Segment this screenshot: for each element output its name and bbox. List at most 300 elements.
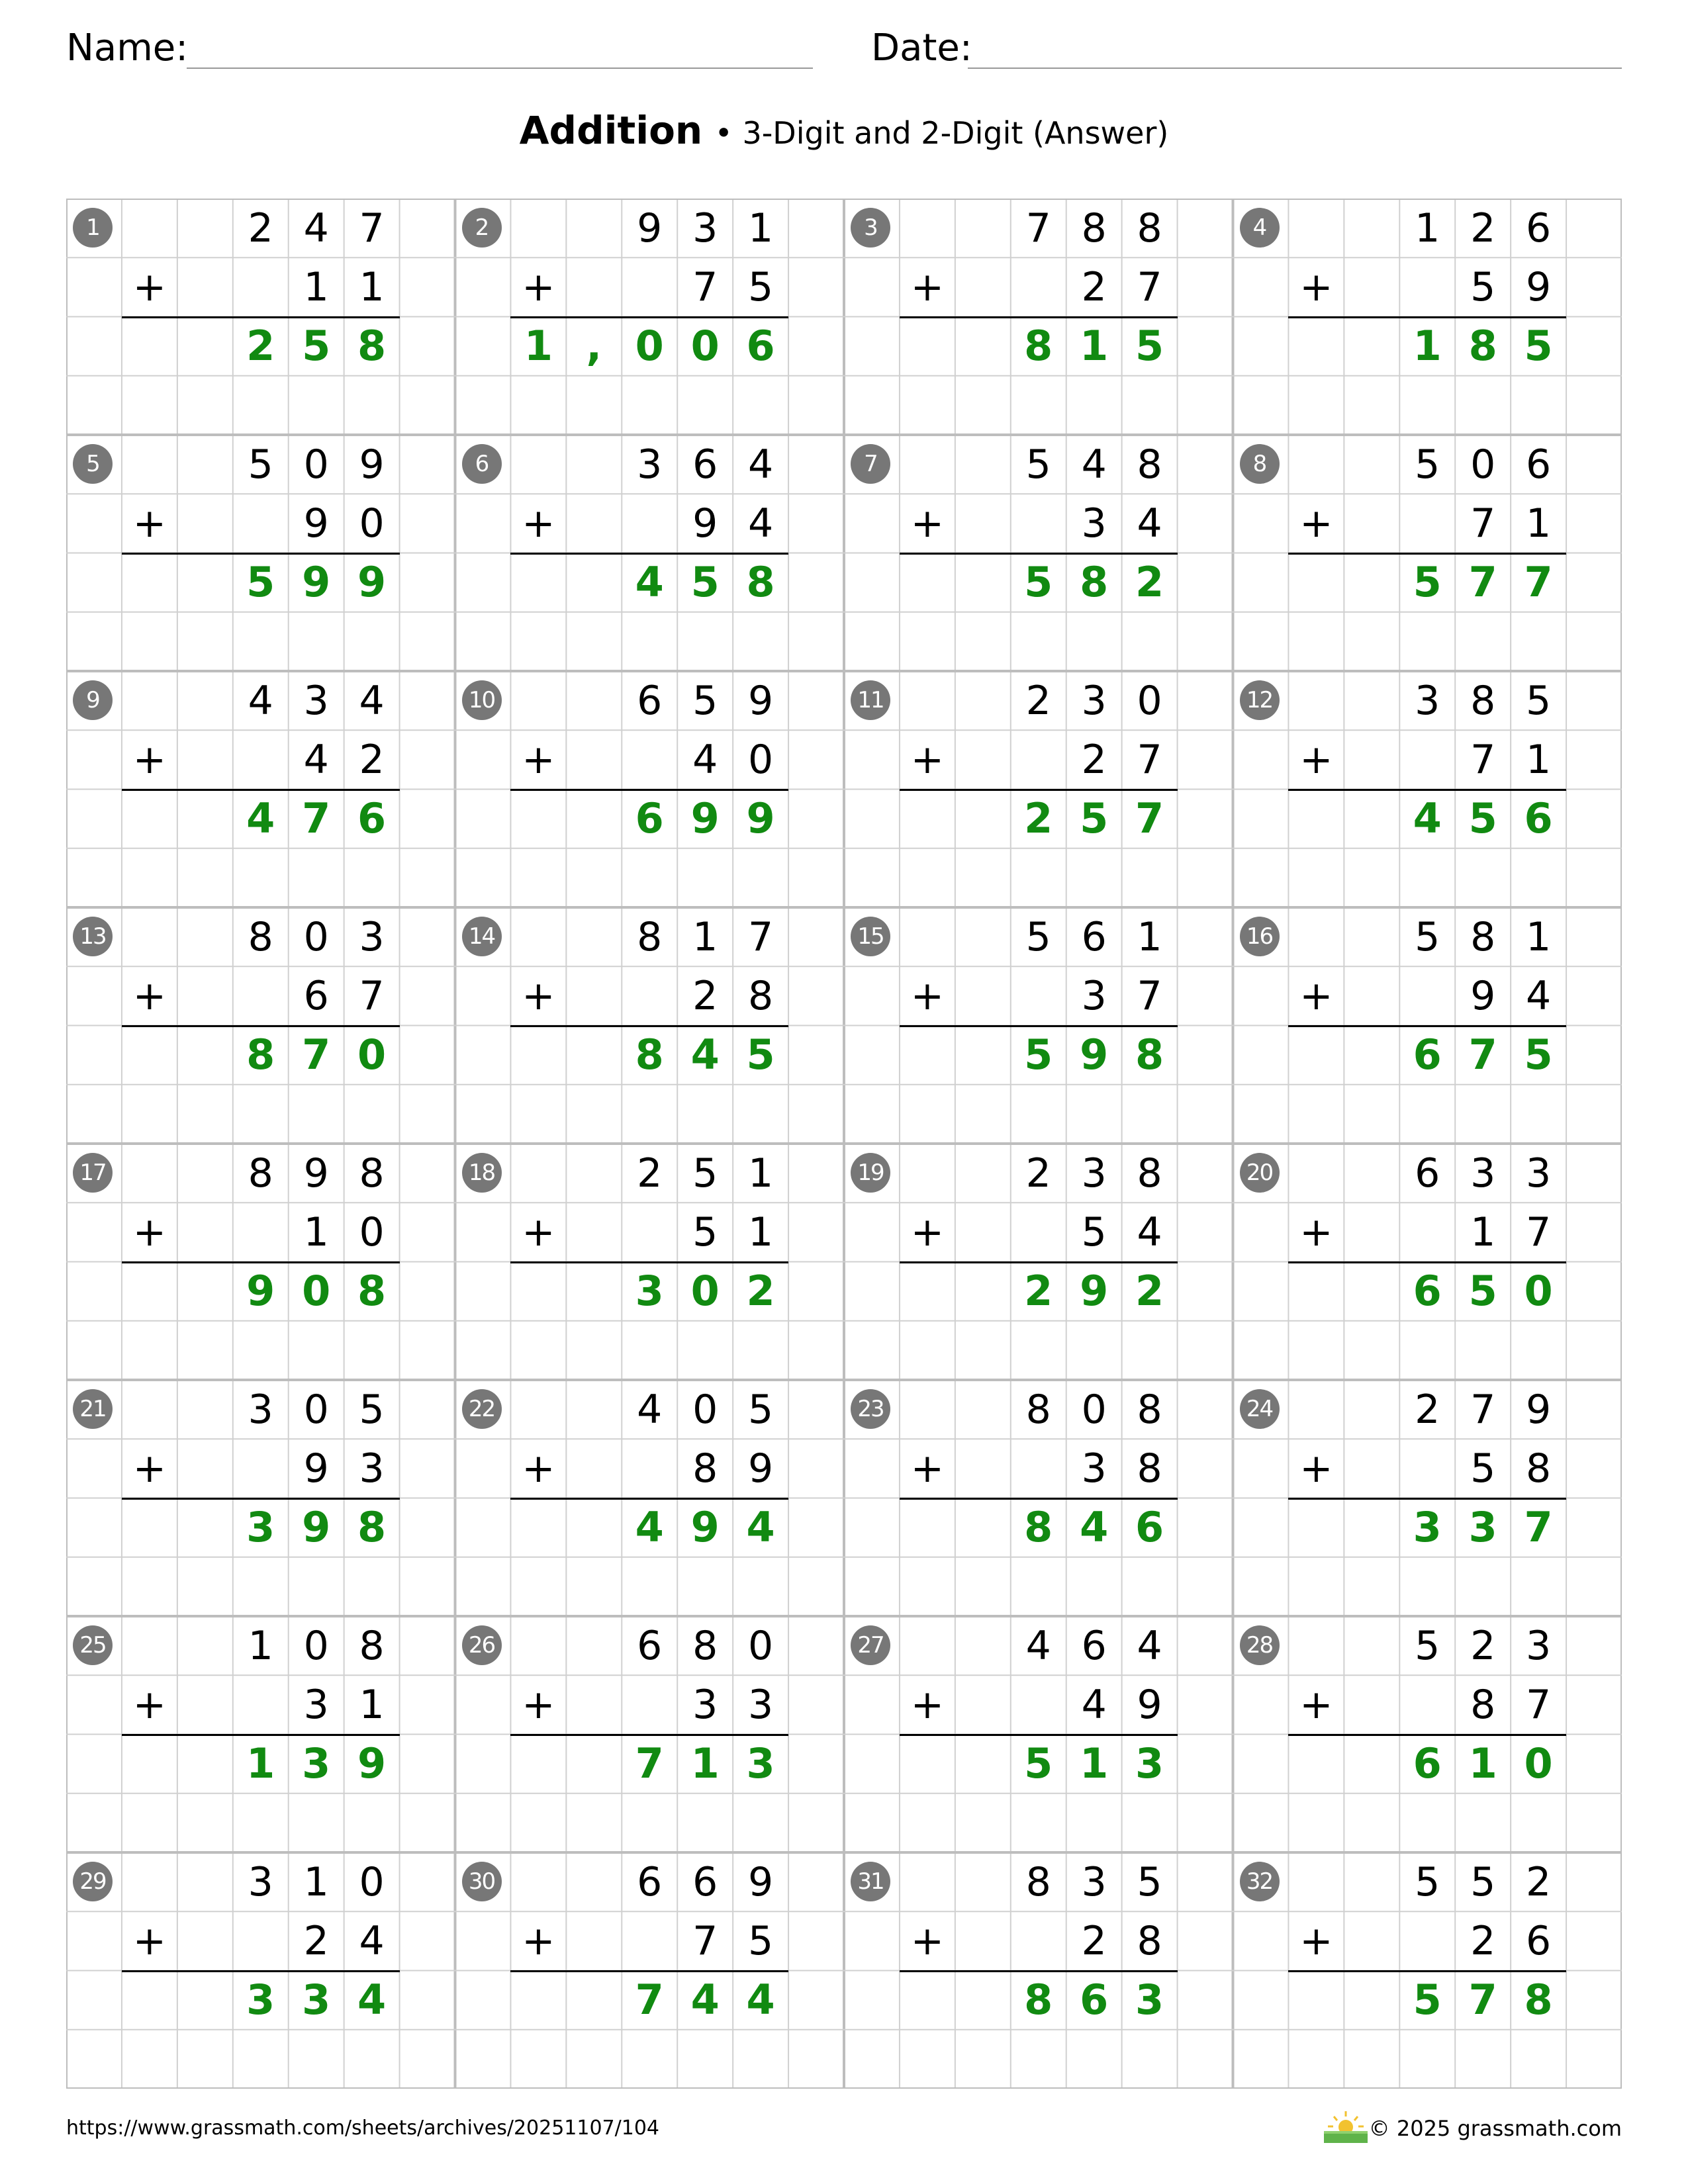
- answer-digit: 6: [635, 794, 664, 843]
- footer-copyright: © 2025 grassmath.com: [1368, 2116, 1622, 2141]
- answer-digit: 8: [1080, 558, 1109, 607]
- top-digit: 5: [359, 1386, 385, 1433]
- answer-digit: 8: [1524, 1976, 1553, 2025]
- name-label: Name:: [66, 26, 189, 69]
- addend-digit: 4: [359, 1917, 385, 1964]
- addend-digit: 4: [1137, 500, 1162, 547]
- problem-number-badge: 2: [462, 208, 502, 248]
- answer-digit: 0: [635, 322, 664, 371]
- answer-digit: 0: [302, 1267, 331, 1316]
- top-digit: 3: [1081, 677, 1107, 724]
- top-digit: 3: [692, 205, 718, 251]
- answer-digit: 8: [635, 1030, 664, 1079]
- plus-sign: +: [522, 1681, 555, 1728]
- addend-digit: 4: [1137, 1208, 1162, 1255]
- title-subtitle: 3-Digit and 2-Digit (Answer): [742, 115, 1169, 151]
- top-digit: 8: [1137, 1150, 1162, 1197]
- answer-digit: 3: [1135, 1976, 1164, 2025]
- plus-sign: +: [910, 500, 945, 547]
- plus-sign: +: [910, 263, 945, 310]
- addend-digit: 6: [303, 972, 329, 1019]
- plus-sign: +: [910, 972, 945, 1019]
- problem-number-badge: 25: [73, 1625, 113, 1665]
- top-digit: 8: [1137, 1386, 1162, 1433]
- plus-sign: +: [132, 972, 167, 1019]
- addend-digit: 1: [1526, 500, 1552, 547]
- top-digit: 5: [1415, 1622, 1440, 1669]
- problem-number-badge: 6: [462, 444, 502, 484]
- top-digit: 6: [1081, 913, 1107, 960]
- addend-digit: 5: [748, 1917, 774, 1964]
- answer-digit: 3: [635, 1267, 664, 1316]
- top-digit: 5: [1526, 677, 1552, 724]
- answer-digit: 0: [1524, 1739, 1553, 1788]
- top-digit: 2: [1470, 1622, 1496, 1669]
- answer-digit: ,: [586, 322, 602, 371]
- problem-number-badge: 20: [1240, 1153, 1280, 1193]
- top-digit: 5: [748, 1386, 774, 1433]
- problem-number-badge: 24: [1240, 1389, 1280, 1429]
- sum-rule-line: [900, 1498, 1178, 1500]
- top-digit: 6: [637, 1622, 663, 1669]
- worksheet-title: [0, 107, 1688, 156]
- answer-digit: 1: [1468, 1739, 1497, 1788]
- answer-digit: 8: [1024, 1976, 1053, 2025]
- top-digit: 8: [248, 913, 273, 960]
- answer-digit: 4: [1080, 1503, 1109, 1552]
- answer-digit: 3: [246, 1976, 275, 2025]
- plus-sign: +: [910, 1681, 945, 1728]
- problem-number-badge: 19: [851, 1153, 890, 1193]
- answer-digit: 4: [246, 794, 275, 843]
- top-digit: 5: [1137, 1858, 1162, 1905]
- problem-number-badge: 10: [462, 680, 502, 720]
- answer-digit: 7: [1524, 1503, 1553, 1552]
- problem-number-badge: 18: [462, 1153, 502, 1193]
- top-digit: 6: [1081, 1622, 1107, 1669]
- addend-digit: 9: [1526, 263, 1552, 310]
- addend-digit: 2: [359, 736, 385, 783]
- plus-sign: +: [132, 500, 167, 547]
- top-digit: 9: [748, 1858, 774, 1905]
- answer-digit: 6: [1135, 1503, 1164, 1552]
- problem-number-badge: 30: [462, 1862, 502, 1901]
- addend-digit: 7: [359, 972, 385, 1019]
- top-digit: 3: [1526, 1150, 1552, 1197]
- addend-digit: 3: [1081, 1445, 1107, 1492]
- answer-digit: 8: [357, 1267, 387, 1316]
- sum-rule-line: [510, 553, 788, 555]
- top-digit: 8: [1081, 205, 1107, 251]
- footer-url: https://www.grassmath.com/sheets/archives/20251107/104: [66, 2116, 660, 2140]
- top-digit: 8: [359, 1150, 385, 1197]
- top-digit: 0: [748, 1622, 774, 1669]
- plus-sign: +: [522, 500, 555, 547]
- addend-digit: 9: [303, 500, 329, 547]
- date-field[interactable]: [871, 25, 972, 71]
- answer-digit: 9: [1080, 1267, 1109, 1316]
- sum-rule-line: [122, 1970, 400, 1972]
- addend-digit: 8: [692, 1445, 718, 1492]
- addend-digit: 3: [692, 1681, 718, 1728]
- answer-digit: 3: [1413, 1503, 1442, 1552]
- sum-rule-line: [122, 1734, 400, 1736]
- addend-digit: 7: [1526, 1208, 1552, 1255]
- sum-rule-line: [510, 789, 788, 791]
- top-digit: 0: [303, 913, 329, 960]
- answer-digit: 5: [302, 322, 331, 371]
- problem-number-badge: 1: [73, 208, 113, 248]
- answer-digit: 8: [357, 322, 387, 371]
- sum-rule-line: [122, 316, 400, 318]
- top-digit: 8: [637, 913, 663, 960]
- answer-digit: 5: [246, 558, 275, 607]
- answer-digit: 9: [302, 1503, 331, 1552]
- plus-sign: +: [1299, 263, 1333, 310]
- sum-rule-line: [510, 1025, 788, 1027]
- top-digit: 2: [1470, 205, 1496, 251]
- plus-sign: +: [910, 736, 945, 783]
- addend-digit: 1: [359, 1681, 385, 1728]
- addend-digit: 2: [303, 1917, 329, 1964]
- top-digit: 3: [248, 1386, 273, 1433]
- top-digit: 0: [303, 1622, 329, 1669]
- answer-digit: 5: [1024, 1739, 1053, 1788]
- answer-digit: 9: [690, 794, 720, 843]
- addend-digit: 3: [748, 1681, 774, 1728]
- answer-digit: 1: [524, 322, 553, 371]
- addend-digit: 1: [303, 1208, 329, 1255]
- answer-digit: 2: [246, 322, 275, 371]
- problem-number-badge: 5: [73, 444, 113, 484]
- date-label: Date:: [871, 26, 972, 69]
- title-main: Addition: [519, 108, 703, 153]
- top-digit: 0: [1137, 677, 1162, 724]
- top-digit: 8: [692, 1622, 718, 1669]
- answer-digit: 9: [1080, 1030, 1109, 1079]
- addend-digit: 5: [1470, 263, 1496, 310]
- addend-digit: 4: [303, 736, 329, 783]
- plus-sign: +: [1299, 1681, 1333, 1728]
- top-digit: 0: [303, 1386, 329, 1433]
- top-digit: 6: [692, 1858, 718, 1905]
- addend-digit: 3: [1081, 500, 1107, 547]
- top-digit: 8: [1137, 205, 1162, 251]
- top-digit: 1: [248, 1622, 273, 1669]
- date-line[interactable]: [968, 68, 1622, 69]
- top-digit: 1: [1415, 205, 1440, 251]
- addend-digit: 8: [1470, 1681, 1496, 1728]
- addend-digit: 5: [1081, 1208, 1107, 1255]
- top-digit: 1: [692, 913, 718, 960]
- answer-digit: 2: [1135, 1267, 1164, 1316]
- top-digit: 4: [248, 677, 273, 724]
- sum-rule-line: [900, 1025, 1178, 1027]
- problem-number-badge: 11: [851, 680, 890, 720]
- addend-digit: 9: [303, 1445, 329, 1492]
- answer-digit: 8: [357, 1503, 387, 1552]
- top-digit: 6: [692, 441, 718, 488]
- answer-digit: 6: [1413, 1030, 1442, 1079]
- sum-rule-line: [510, 1734, 788, 1736]
- top-digit: 3: [637, 441, 663, 488]
- plus-sign: +: [132, 1681, 167, 1728]
- addend-digit: 9: [1470, 972, 1496, 1019]
- sum-rule-line: [900, 1970, 1178, 1972]
- addend-digit: 7: [1137, 736, 1162, 783]
- answer-digit: 6: [1524, 794, 1553, 843]
- answer-digit: 4: [635, 1503, 664, 1552]
- top-digit: 0: [692, 1386, 718, 1433]
- sum-rule-line: [900, 1261, 1178, 1263]
- answer-digit: 6: [357, 794, 387, 843]
- top-digit: 9: [748, 677, 774, 724]
- answer-digit: 4: [1413, 794, 1442, 843]
- plus-sign: +: [522, 1917, 555, 1964]
- addend-digit: 4: [692, 736, 718, 783]
- sum-rule-line: [1288, 1498, 1566, 1500]
- sum-rule-line: [1288, 789, 1566, 791]
- addend-digit: 0: [359, 1208, 385, 1255]
- plus-sign: +: [132, 1917, 167, 1964]
- addend-digit: 4: [1081, 1681, 1107, 1728]
- top-digit: 2: [637, 1150, 663, 1197]
- top-digit: 2: [248, 205, 273, 251]
- top-digit: 6: [637, 1858, 663, 1905]
- top-digit: 2: [1025, 677, 1051, 724]
- addend-digit: 9: [748, 1445, 774, 1492]
- answer-digit: 6: [1413, 1739, 1442, 1788]
- answer-digit: 4: [746, 1503, 775, 1552]
- sum-rule-line: [1288, 1025, 1566, 1027]
- answer-digit: 0: [357, 1030, 387, 1079]
- top-digit: 7: [1470, 1386, 1496, 1433]
- sum-rule-line: [122, 1498, 400, 1500]
- plus-sign: +: [522, 263, 555, 310]
- plus-sign: +: [1299, 736, 1333, 783]
- addend-digit: 6: [1526, 1917, 1552, 1964]
- answer-digit: 2: [1024, 794, 1053, 843]
- sum-rule-line: [122, 1261, 400, 1263]
- top-digit: 3: [303, 677, 329, 724]
- sum-rule-line: [1288, 553, 1566, 555]
- problem-number-badge: 26: [462, 1625, 502, 1665]
- addend-digit: 4: [1526, 972, 1552, 1019]
- problem-number-badge: 29: [73, 1862, 113, 1901]
- addend-digit: 5: [1470, 1445, 1496, 1492]
- top-digit: 6: [1526, 441, 1552, 488]
- sum-rule-line: [900, 553, 1178, 555]
- answer-digit: 1: [1413, 322, 1442, 371]
- answer-digit: 8: [1135, 1030, 1164, 1079]
- top-digit: 9: [359, 441, 385, 488]
- addend-digit: 7: [1470, 736, 1496, 783]
- problem-number-badge: 27: [851, 1625, 890, 1665]
- top-digit: 5: [692, 1150, 718, 1197]
- top-digit: 2: [1415, 1386, 1440, 1433]
- answer-digit: 4: [357, 1976, 387, 2025]
- top-digit: 0: [1081, 1386, 1107, 1433]
- problem-number-badge: 23: [851, 1389, 890, 1429]
- top-digit: 4: [303, 205, 329, 251]
- answer-digit: 0: [690, 1267, 720, 1316]
- plus-sign: +: [910, 1445, 945, 1492]
- answer-digit: 3: [1468, 1503, 1497, 1552]
- plus-sign: +: [1299, 500, 1333, 547]
- top-digit: 4: [748, 441, 774, 488]
- answer-digit: 9: [302, 558, 331, 607]
- answer-digit: 7: [302, 1030, 331, 1079]
- top-digit: 1: [748, 1150, 774, 1197]
- name-line[interactable]: [187, 68, 813, 69]
- answer-digit: 8: [1024, 1503, 1053, 1552]
- answer-digit: 2: [746, 1267, 775, 1316]
- answer-digit: 5: [1135, 322, 1164, 371]
- plus-sign: +: [1299, 1445, 1333, 1492]
- answer-digit: 5: [1468, 1267, 1497, 1316]
- top-digit: 3: [1415, 677, 1440, 724]
- top-digit: 2: [1025, 1150, 1051, 1197]
- top-digit: 1: [1526, 913, 1552, 960]
- top-digit: 5: [1415, 441, 1440, 488]
- top-digit: 3: [1081, 1858, 1107, 1905]
- problem-number-badge: 28: [1240, 1625, 1280, 1665]
- plus-sign: +: [132, 736, 167, 783]
- answer-digit: 5: [1524, 1030, 1553, 1079]
- top-digit: 8: [1025, 1858, 1051, 1905]
- sum-rule-line: [510, 316, 788, 318]
- plus-sign: +: [522, 972, 555, 1019]
- answer-digit: 3: [746, 1739, 775, 1788]
- answer-digit: 7: [635, 1739, 664, 1788]
- top-digit: 5: [1025, 441, 1051, 488]
- answer-digit: 9: [246, 1267, 275, 1316]
- top-digit: 7: [1025, 205, 1051, 251]
- answer-digit: 7: [1524, 558, 1553, 607]
- answer-digit: 7: [1468, 1976, 1497, 2025]
- top-digit: 3: [248, 1858, 273, 1905]
- answer-digit: 7: [635, 1976, 664, 2025]
- top-digit: 0: [303, 441, 329, 488]
- answer-digit: 7: [1135, 794, 1164, 843]
- addend-digit: 8: [1137, 1917, 1162, 1964]
- answer-digit: 1: [246, 1739, 275, 1788]
- problem-number-badge: 7: [851, 444, 890, 484]
- top-digit: 8: [1137, 441, 1162, 488]
- sum-rule-line: [122, 553, 400, 555]
- top-digit: 8: [1025, 1386, 1051, 1433]
- addend-digit: 2: [1470, 1917, 1496, 1964]
- answer-digit: 3: [302, 1739, 331, 1788]
- answer-digit: 5: [1024, 558, 1053, 607]
- top-digit: 5: [1470, 1858, 1496, 1905]
- addend-digit: 1: [359, 263, 385, 310]
- addend-digit: 7: [1526, 1681, 1552, 1728]
- answer-digit: 5: [746, 1030, 775, 1079]
- top-digit: 7: [748, 913, 774, 960]
- answer-digit: 1: [1080, 322, 1109, 371]
- top-digit: 1: [748, 205, 774, 251]
- top-digit: 3: [359, 913, 385, 960]
- top-digit: 8: [248, 1150, 273, 1197]
- answer-digit: 6: [1080, 1976, 1109, 2025]
- top-digit: 4: [1025, 1622, 1051, 1669]
- sum-rule-line: [122, 1025, 400, 1027]
- top-digit: 9: [637, 205, 663, 251]
- problem-number-badge: 8: [1240, 444, 1280, 484]
- top-digit: 4: [637, 1386, 663, 1433]
- sum-rule-line: [122, 789, 400, 791]
- top-digit: 1: [1137, 913, 1162, 960]
- top-digit: 0: [359, 1858, 385, 1905]
- problem-number-badge: 14: [462, 917, 502, 956]
- addend-digit: 3: [303, 1681, 329, 1728]
- plus-sign: +: [1299, 972, 1333, 1019]
- plus-sign: +: [522, 1208, 555, 1255]
- plus-sign: +: [522, 736, 555, 783]
- top-digit: 3: [1526, 1622, 1552, 1669]
- answer-digit: 9: [357, 1739, 387, 1788]
- addend-digit: 8: [1526, 1445, 1552, 1492]
- answer-digit: 4: [746, 1976, 775, 2025]
- addend-digit: 8: [1137, 1445, 1162, 1492]
- addend-digit: 7: [1137, 263, 1162, 310]
- title-separator: •: [714, 115, 733, 151]
- answer-digit: 5: [1524, 322, 1553, 371]
- problem-number-badge: 4: [1240, 208, 1280, 248]
- top-digit: 6: [637, 677, 663, 724]
- addend-digit: 9: [1137, 1681, 1162, 1728]
- problem-grid: [66, 199, 1622, 2089]
- top-digit: 3: [1470, 1150, 1496, 1197]
- name-field[interactable]: [66, 25, 188, 71]
- answer-digit: 4: [690, 1976, 720, 2025]
- answer-digit: 7: [1468, 558, 1497, 607]
- addend-digit: 2: [1081, 263, 1107, 310]
- answer-digit: 5: [690, 558, 720, 607]
- top-digit: 5: [1415, 1858, 1440, 1905]
- problem-number-badge: 17: [73, 1153, 113, 1193]
- top-digit: 3: [1081, 1150, 1107, 1197]
- answer-digit: 8: [1468, 322, 1497, 371]
- sum-rule-line: [1288, 1261, 1566, 1263]
- answer-digit: 5: [1413, 1976, 1442, 2025]
- answer-digit: 5: [1024, 1030, 1053, 1079]
- addend-digit: 7: [692, 263, 718, 310]
- top-digit: 8: [1470, 677, 1496, 724]
- problem-number-badge: 15: [851, 917, 890, 956]
- answer-digit: 6: [1413, 1267, 1442, 1316]
- plus-sign: +: [132, 1445, 167, 1492]
- addend-digit: 2: [692, 972, 718, 1019]
- addend-digit: 5: [692, 1208, 718, 1255]
- addend-digit: 4: [748, 500, 774, 547]
- plus-sign: +: [132, 1208, 167, 1255]
- top-digit: 6: [1415, 1150, 1440, 1197]
- addend-digit: 7: [1470, 500, 1496, 547]
- plus-sign: +: [522, 1445, 555, 1492]
- top-digit: 1: [303, 1858, 329, 1905]
- answer-digit: 1: [690, 1739, 720, 1788]
- top-digit: 5: [1025, 913, 1051, 960]
- sum-rule-line: [1288, 1734, 1566, 1736]
- addend-digit: 7: [1137, 972, 1162, 1019]
- addend-digit: 1: [1470, 1208, 1496, 1255]
- answer-digit: 8: [246, 1030, 275, 1079]
- addend-digit: 1: [748, 1208, 774, 1255]
- addend-digit: 3: [359, 1445, 385, 1492]
- answer-digit: 5: [1080, 794, 1109, 843]
